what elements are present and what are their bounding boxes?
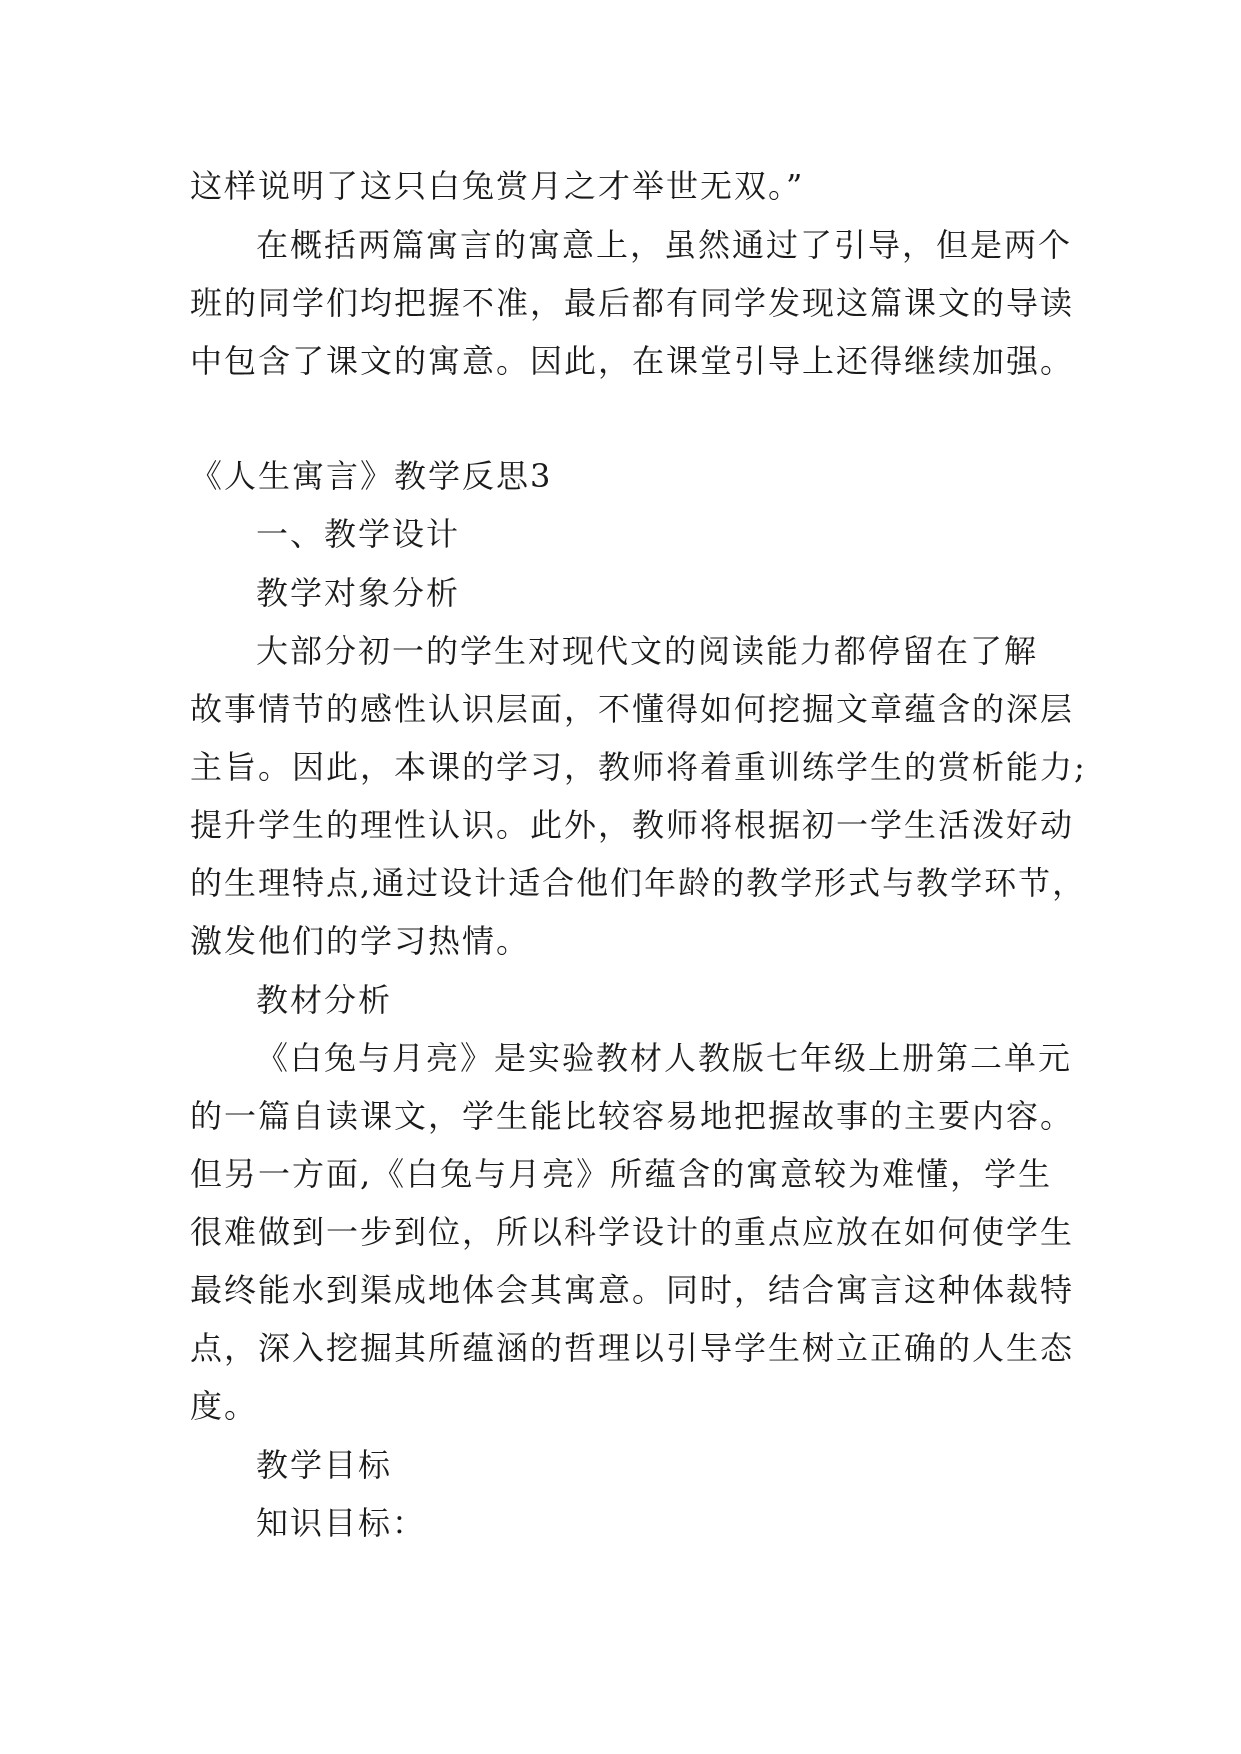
subheading: 知识目标： — [256, 1504, 427, 1542]
section-heading: 《人生寓言》教学反思3 — [190, 457, 553, 495]
paragraph-line: 大部分初一的学生对现代文的阅读能力都停留在了解 — [256, 632, 1039, 670]
paragraph-line: 提升学生的理性认识。此外，教师将根据初一学生活泼好动 — [190, 806, 1075, 844]
paragraph-line: 点，深入挖掘其所蕴涵的哲理以引导学生树立正确的人生态 — [190, 1329, 1075, 1367]
paragraph-line: 度。 — [190, 1387, 259, 1425]
paragraph-line: 主旨。因此，本课的学习，教师将着重训练学生的赏析能力; — [190, 748, 1087, 786]
subheading: 教学对象分析 — [256, 574, 461, 612]
paragraph-line: 故事情节的感性认识层面，不懂得如何挖掘文章蕴含的深层 — [190, 690, 1075, 728]
paragraph-line: 中包含了课文的寓意。因此，在课堂引导上还得继续加强。 — [190, 342, 1075, 380]
paragraph-line: 在概括两篇寓言的寓意上，虽然通过了引导，但是两个 — [256, 226, 1073, 264]
paragraph-line: 班的同学们均把握不准，最后都有同学发现这篇课文的导读 — [190, 284, 1075, 322]
subheading: 教学目标 — [256, 1446, 393, 1484]
paragraph-line: 很难做到一步到位，所以科学设计的重点应放在如何使学生 — [190, 1213, 1075, 1251]
paragraph-line: 这样说明了这只白兔赏月之才举世无双。” — [190, 167, 805, 205]
paragraph-line: 激发他们的学习热情。 — [190, 922, 531, 960]
subheading: 一、教学设计 — [256, 515, 461, 553]
paragraph-line: 但另一方面,《白兔与月亮》所蕴含的寓意较为难懂，学生 — [190, 1155, 1053, 1193]
paragraph-line: 最终能水到渠成地体会其寓意。同时，结合寓言这种体裁特 — [190, 1271, 1075, 1309]
subheading: 教材分析 — [256, 981, 393, 1019]
paragraph-line: 《白兔与月亮》是实验教材人教版七年级上册第二单元 — [256, 1039, 1073, 1077]
paragraph-line: 的一篇自读课文，学生能比较容易地把握故事的主要内容。 — [190, 1097, 1075, 1135]
paragraph-line: 的生理特点,通过设计适合他们年龄的教学形式与教学环节， — [190, 864, 1087, 902]
